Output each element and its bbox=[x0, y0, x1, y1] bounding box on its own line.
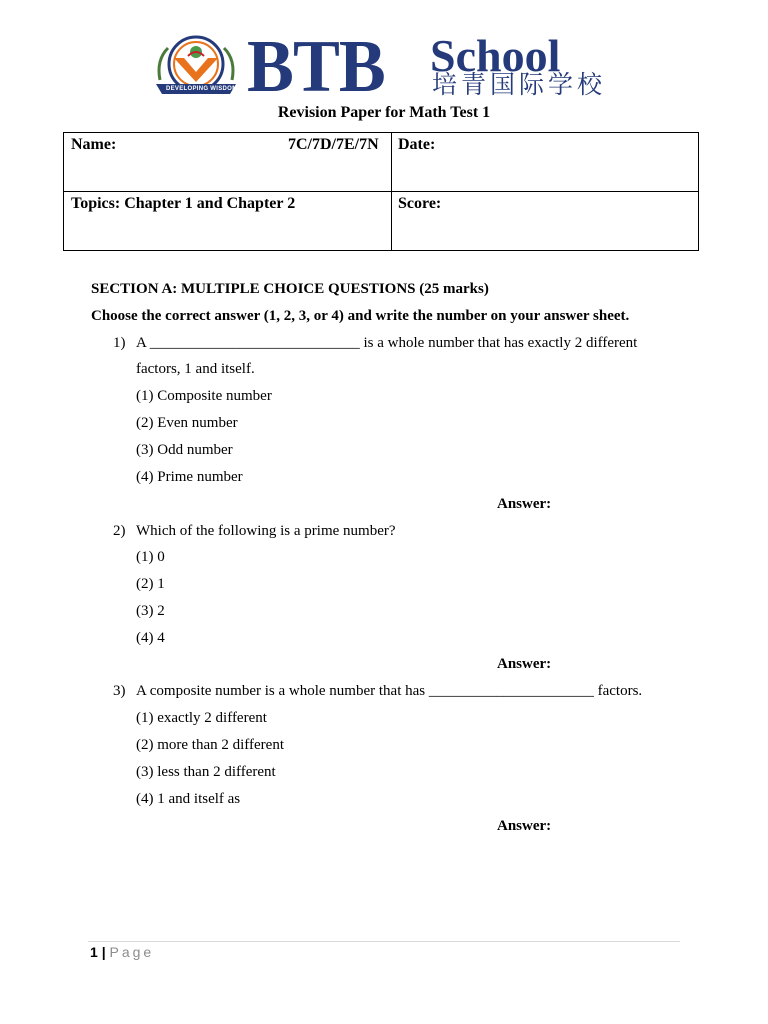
option-3: (3) Odd number bbox=[136, 442, 233, 458]
option-2: (2) more than 2 different bbox=[136, 737, 285, 753]
option-1: (1) exactly 2 different bbox=[136, 710, 267, 726]
option-1: (1) 0 bbox=[136, 549, 165, 565]
class-label: 7C/7D/7E/7N bbox=[288, 136, 379, 153]
option-1: (1) Composite number bbox=[136, 388, 272, 404]
question-text: Which of the following is a prime number? bbox=[136, 523, 396, 539]
section-a-instruction: Choose the correct answer (1, 2, 3, or 4) and write the number on your answer sheet. bbox=[91, 308, 630, 324]
name-label: Name: bbox=[71, 136, 117, 153]
student-info-table bbox=[63, 132, 699, 251]
section-a-heading: SECTION A: MULTIPLE CHOICE QUESTIONS (25 marks) bbox=[91, 281, 489, 297]
question-text-continued: factors, 1 and itself. bbox=[136, 361, 255, 377]
option-3: (3) less than 2 different bbox=[136, 764, 276, 780]
answer-label: Answer: bbox=[497, 496, 552, 512]
question-number: 2) bbox=[113, 523, 126, 539]
answer-label: Answer: bbox=[497, 818, 552, 834]
answer-label: Answer: bbox=[497, 656, 552, 672]
option-2: (2) 1 bbox=[136, 576, 165, 592]
logo-school-wordmark: School bbox=[430, 30, 561, 81]
topics-label: Topics: Chapter 1 and Chapter 2 bbox=[71, 195, 296, 212]
footer-rule bbox=[88, 941, 680, 942]
school-emblem-logo bbox=[150, 34, 242, 98]
option-3: (3) 2 bbox=[136, 603, 165, 619]
paper-title: Revision Paper for Math Test 1 bbox=[277, 104, 491, 121]
page-label: Page bbox=[109, 944, 155, 960]
page-number: 1 bbox=[90, 944, 98, 960]
question-text: A composite number is a whole number that has ______________________ factors. bbox=[136, 683, 643, 699]
option-4: (4) 4 bbox=[136, 630, 165, 646]
page-separator: | bbox=[101, 944, 106, 960]
option-4: (4) 1 and itself as bbox=[136, 791, 241, 807]
question-text: A ____________________________ is a whole number that has exactly 2 different bbox=[136, 335, 638, 351]
date-label: Date: bbox=[398, 136, 436, 153]
option-2: (2) Even number bbox=[136, 415, 238, 431]
score-label: Score: bbox=[398, 195, 442, 212]
question-number: 3) bbox=[113, 683, 126, 699]
question-number: 1) bbox=[113, 335, 126, 351]
logo-btb-wordmark: BTB bbox=[247, 26, 385, 108]
logo-motto: DEVELOPING WISDOM bbox=[166, 86, 238, 92]
logo-chinese-name: 培青国际学校 bbox=[432, 70, 607, 99]
table-divider-horizontal bbox=[64, 191, 698, 192]
page-footer bbox=[90, 944, 154, 960]
option-4: (4) Prime number bbox=[136, 469, 243, 485]
